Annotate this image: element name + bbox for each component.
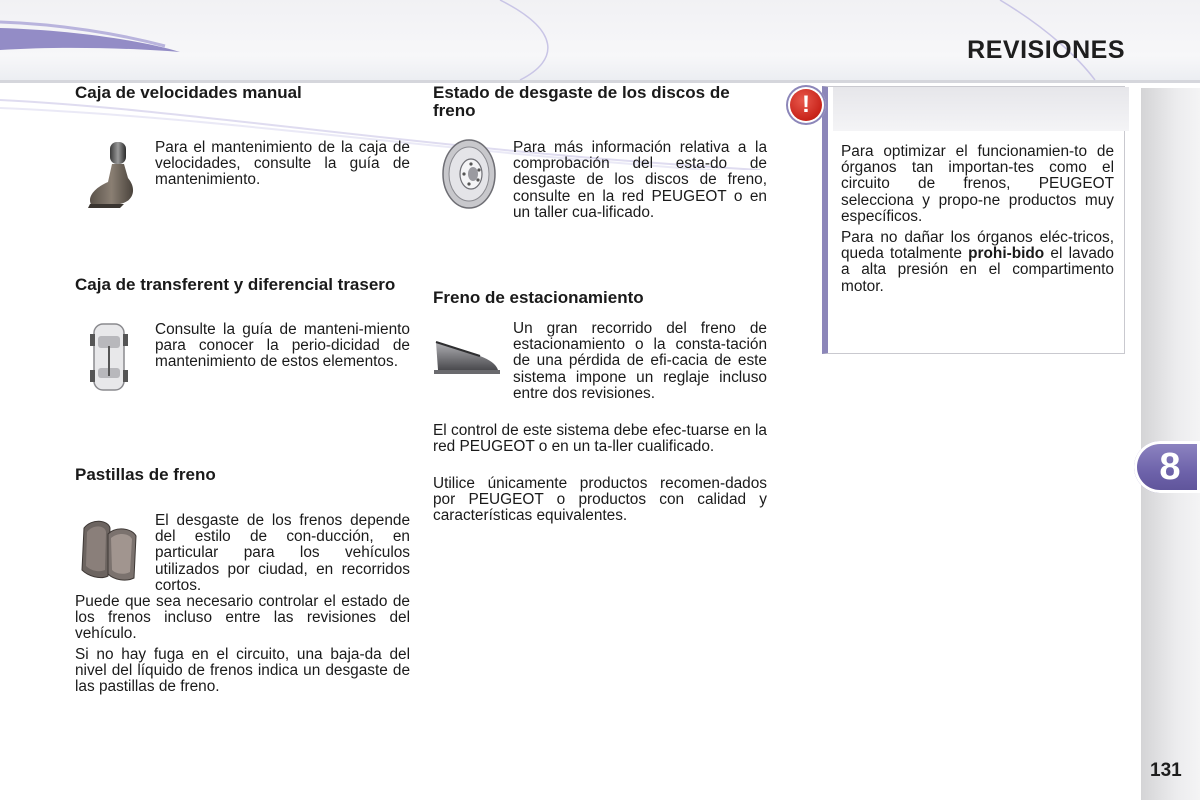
pads-text-1: El desgaste de los frenos depende del estilo de con-ducción, en particular para los vehículos utilizados por ciudad, en recorridos cortos.: [155, 512, 410, 594]
page-number: 131: [1150, 760, 1182, 781]
warning-text-2-bold: prohi-bido: [968, 245, 1045, 263]
handbrake-lever-icon: [434, 336, 500, 378]
parking-text-2: El control de este sistema debe efec-tuarse en la red PEUGEOT o en un ta-ller cualificado.: [433, 422, 767, 456]
section-title-gearbox: Caja de velocidades manual: [75, 83, 302, 102]
car-top-view-icon: [88, 322, 130, 392]
parking-text-3: Utilice únicamente productos recomen-dados por PEUGEOT o productos con calidad y características equivalentes.: [433, 475, 767, 525]
brake-pads-icon: [78, 514, 140, 584]
gearbox-text: Para el mantenimiento de la caja de velocidades, consulte la guía de mantenimiento.: [155, 139, 410, 189]
section-title-parking: Freno de estacionamiento: [433, 288, 644, 307]
section-title-transfer: Caja de transferent y diferencial trasero: [75, 275, 396, 294]
transfer-text: Consulte la guía de manteni-miento para conocer la perio-dicidad de mantenimiento de estos elementos.: [155, 321, 410, 371]
warning-text-1: Para optimizar el funcionamien-to de órganos tan importan-tes como el circuito de frenos, PEUGEOT selecciona y propo-ne productos muy específicos.: [841, 143, 1114, 225]
parking-text-1: Un gran recorrido del freno de estacionamiento o la consta-tación de una pérdida de efi-cacia de este sistema impone un reglaje incluso entre dos revisiones.: [513, 320, 767, 402]
exclamation-symbol: !: [790, 89, 822, 121]
chapter-tab[interactable]: 8: [1134, 441, 1200, 493]
section-title-discs: Estado de desgaste de los discos de freno: [433, 83, 730, 120]
section-title-pads: Pastillas de freno: [75, 465, 216, 484]
pads-text-2: Puede que sea necesario controlar el estado de los frenos incluso entre las revisiones del vehículo.: [75, 593, 410, 643]
gear-lever-icon: [80, 138, 140, 210]
warning-text-2-start: Para no dañar los órganos eléc-tricos, queda totalmente: [841, 229, 1114, 263]
pads-text-3: Si no hay fuga en el circuito, una baja-da del nivel del líquido de frenos indica un desgaste de las pastillas de freno.: [75, 646, 410, 696]
warning-box-header: [833, 87, 1129, 131]
warning-text-2: [841, 230, 1114, 295]
page-title: REVISIONES: [967, 36, 1125, 64]
exclamation-icon: [786, 85, 826, 125]
brake-disc-icon: [440, 138, 498, 210]
discs-text: Para más información relativa a la comprobación del esta-do de desgaste de los discos de freno, consulte en la red PEUGEOT o en un taller cua-lificado.: [513, 139, 767, 221]
warning-text-2-end: el lavado a alta presión en el compartimento motor.: [841, 245, 1114, 295]
